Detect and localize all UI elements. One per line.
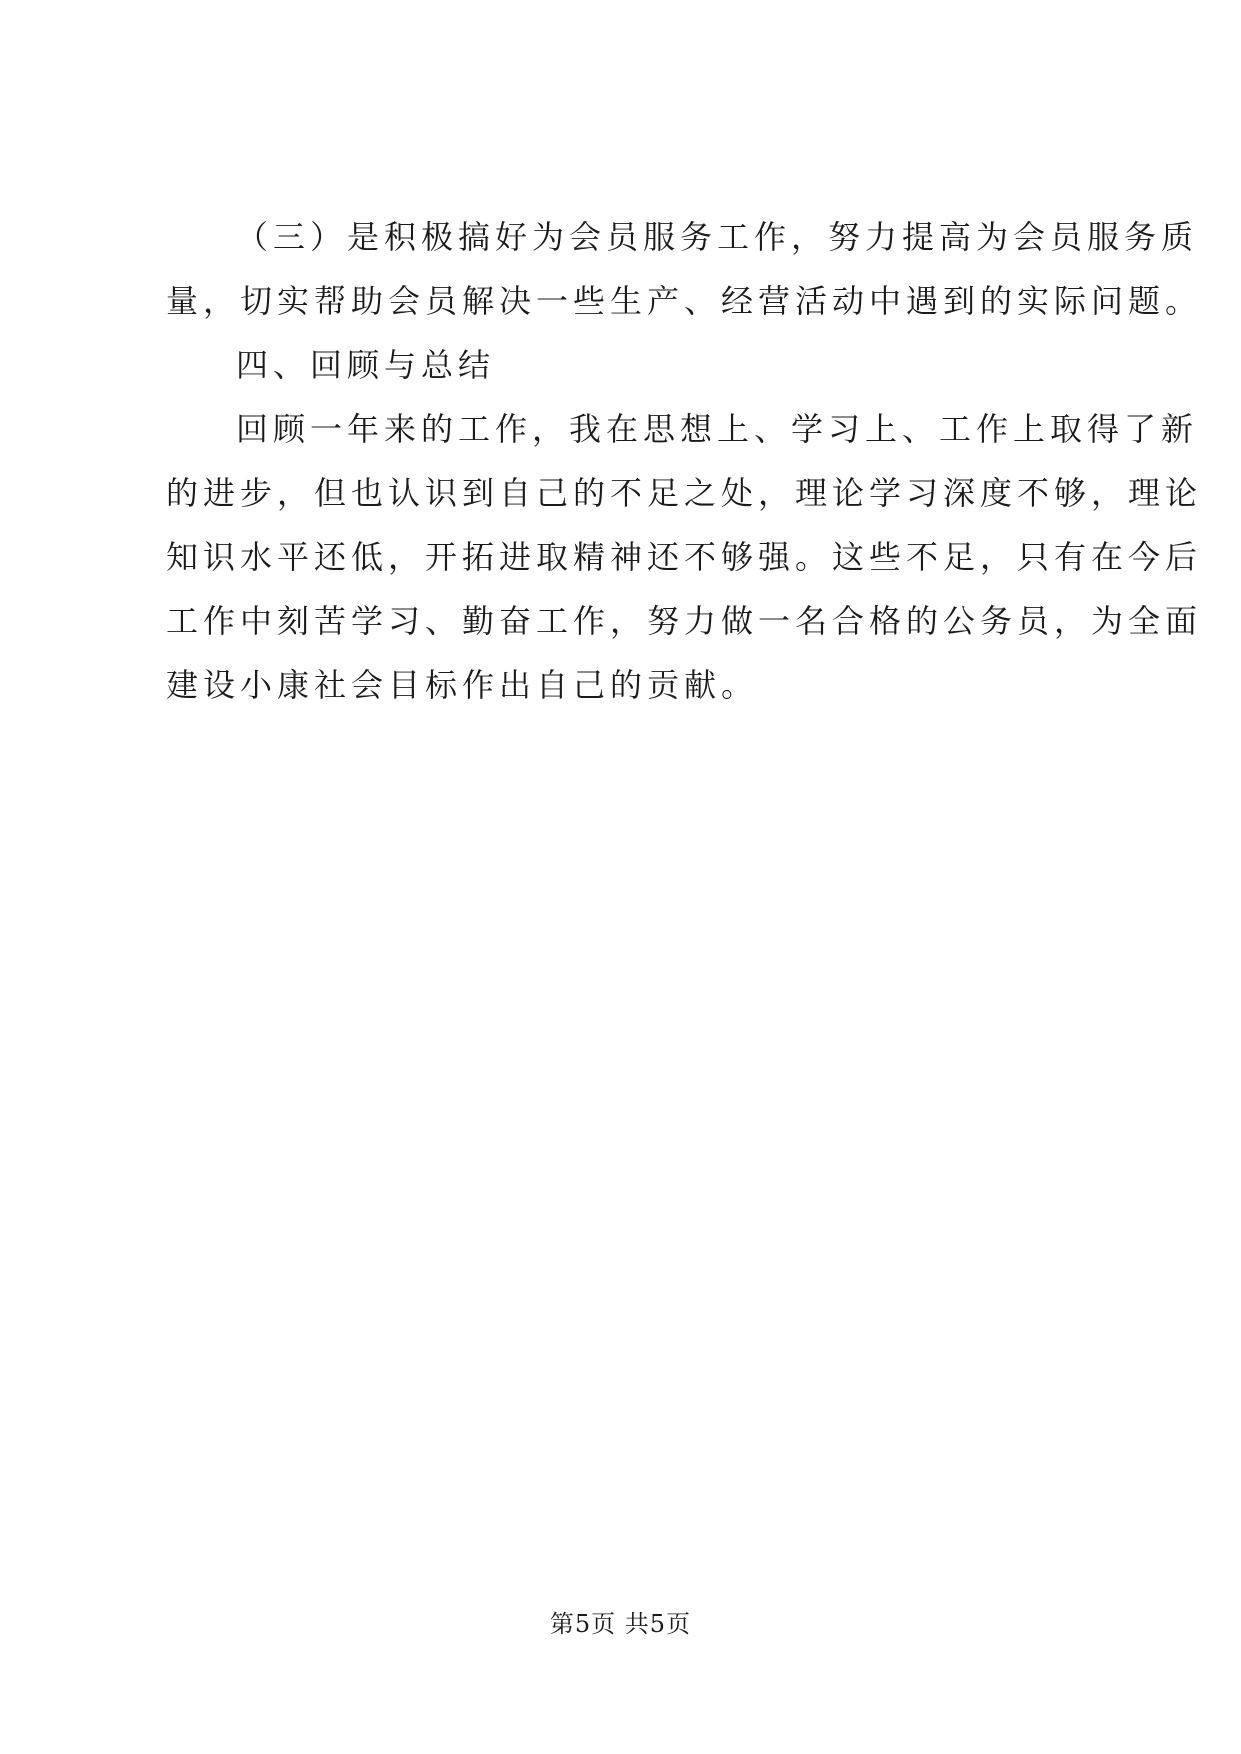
paragraph-review-line-2: 的进步，但也认识到自己的不足之处，理论学习深度不够，理论 [166,474,1203,512]
paragraph-review-line-4: 工作中刻苦学习、勤奋工作，努力做一名合格的公务员，为全面 [166,602,1203,640]
paragraph-service-line-1: （三）是积极搞好为会员服务工作，努力提高为会员服务质 [236,218,1199,256]
paragraph-service-line-2: 量，切实帮助会员解决一些生产、经营活动中遇到的实际问题。 [166,282,1203,320]
section-heading-review: 四、回顾与总结 [236,346,496,384]
page-number-footer: 第5页 共5页 [549,1610,692,1638]
document-body [166,205,1203,717]
paragraph-review-line-3: 知识水平还低，开拓进取精神还不够强。这些不足，只有在今后 [166,538,1203,576]
paragraph-review-line-1: 回顾一年来的工作，我在思想上、学习上、工作上取得了新 [236,410,1199,448]
paragraph-review-line-5: 建设小康社会目标作出自己的贡献。 [166,666,759,704]
